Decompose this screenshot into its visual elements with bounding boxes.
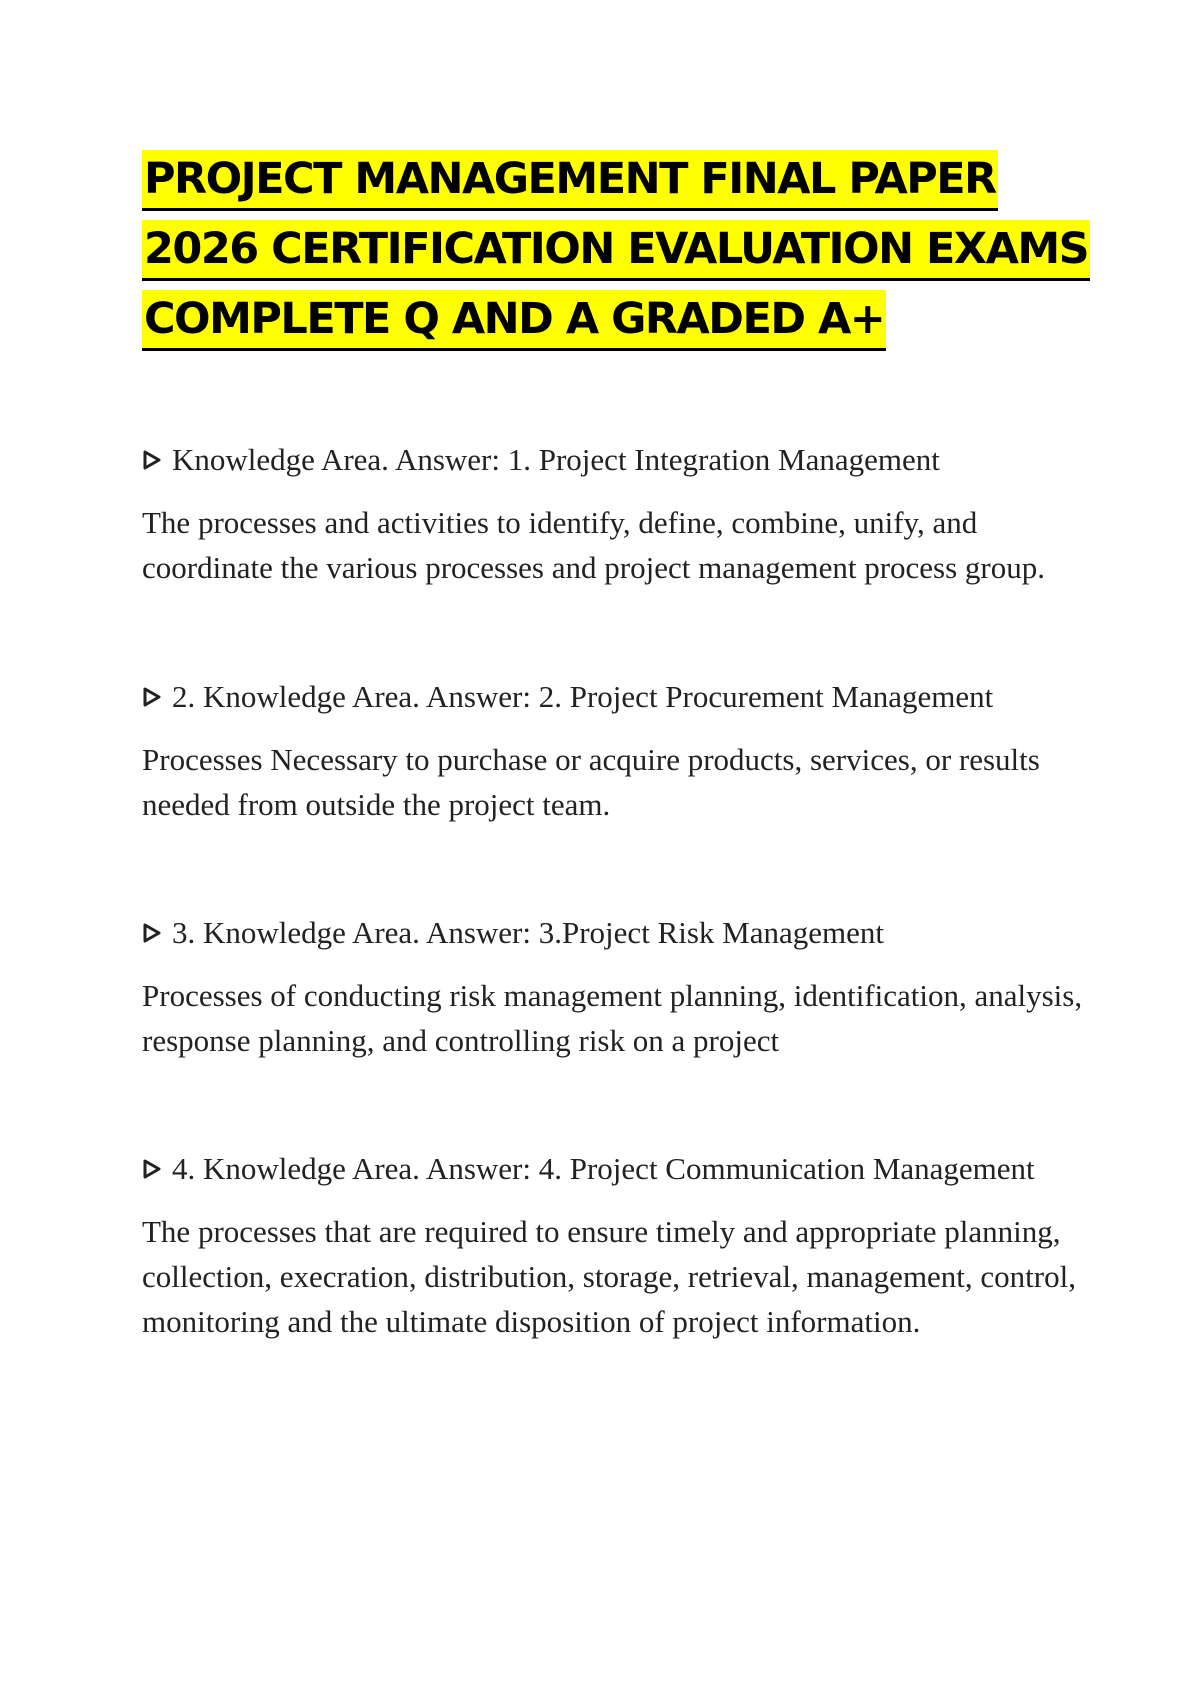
question-4-text: 4. Knowledge Area. Answer: 4. Project Communication Management [172, 1151, 1035, 1186]
qa-item-2 [142, 677, 1092, 827]
answer-4: The processes that are required to ensure timely and appropriate planning, collection, execration, distribution, storage, retrieval, management, control, monitoring and the ultimate disposition of project information. [142, 1214, 1076, 1339]
qa-item-4 [142, 1149, 1092, 1344]
answer-2: Processes Necessary to purchase or acquire products, services, or results needed from outside the project team. [142, 742, 1040, 822]
answer-3: Processes of conducting risk management planning, identification, analysis, response planning, and controlling risk on a project [142, 978, 1083, 1058]
question-3-text: 3. Knowledge Area. Answer: 3.Project Risk Management [172, 915, 884, 950]
document-title [142, 150, 1102, 360]
triangle-right-outline-icon [142, 1158, 162, 1180]
question-1-text: Knowledge Area. Answer: 1. Project Integration Management [172, 442, 940, 477]
question-3 [142, 913, 1092, 953]
qa-item-3 [142, 913, 1092, 1063]
question-4 [142, 1149, 1092, 1189]
question-1 [142, 440, 1092, 480]
title-line-3: COMPLETE Q AND A GRADED A+ [142, 290, 886, 351]
triangle-right-outline-icon [142, 449, 162, 471]
title-line-1: PROJECT MANAGEMENT FINAL PAPER [142, 150, 998, 211]
answer-1: The processes and activities to identify, define, combine, unify, and coordinate the various processes and project management process group. [142, 505, 1045, 585]
question-2 [142, 677, 1092, 717]
triangle-right-outline-icon [142, 922, 162, 944]
title-line-2: 2026 CERTIFICATION EVALUATION EXAMS [142, 220, 1090, 281]
qa-item-1 [142, 440, 1092, 590]
question-2-text: 2. Knowledge Area. Answer: 2. Project Procurement Management [172, 679, 994, 714]
triangle-right-outline-icon [142, 686, 162, 708]
